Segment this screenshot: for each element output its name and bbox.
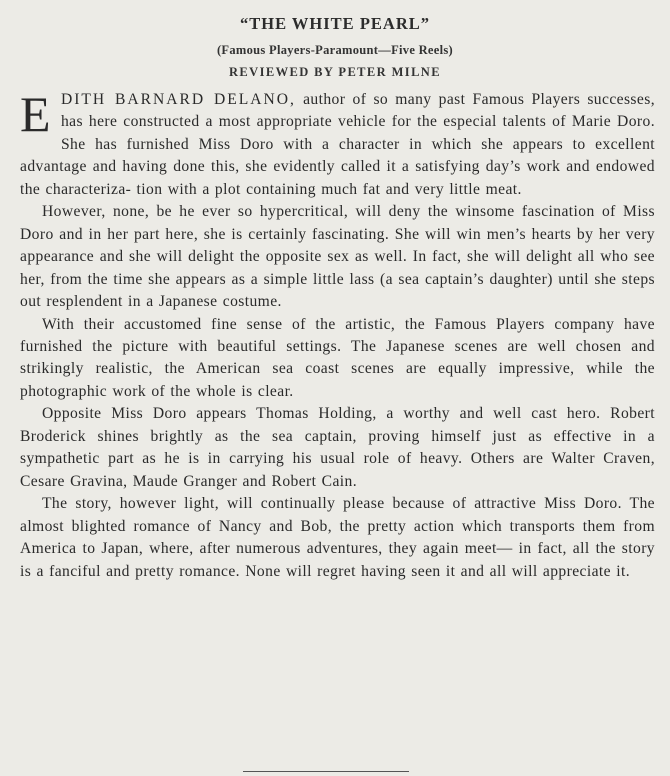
paragraph-5: The story, however light, will continually please because of attractive Miss Doro. The almost blighted romance of Nancy and Bob, the pretty action which transports them from America to Japan, where, after numerous adventures, they again meet— in fact, all the story is a fanciful and pretty romance. None will regret having seen it and all will appreciate it. (20, 495, 655, 580)
review-subtitle: (Famous Players-Paramount—Five Reels) (216, 43, 454, 57)
paragraph-1 (20, 86, 655, 201)
paragraph-4: Opposite Miss Doro appears Thomas Holding, a worthy and well cast hero. Robert Broderick shines brightly as the sea captain, proving himself just as effective in a sympathetic part as he is in carrying his usual role of heavy. Others are Walter Craven, Cesare Gravina, Maude Granger and Robert Cain. (20, 405, 655, 490)
review-byline: REVIEWED BY PETER MILNE (229, 65, 441, 79)
paragraph-2: However, none, be he ever so hypercritical, will deny the winsome fascination of Miss Doro and in her part here, she is certainly fascinating. She will win men’s hearts by her very appearance and she will delight the opposite sex as well. In fact, she will delight all who see her, from the time she appears as a simple little lass (a sea captain’s daughter) until she steps out resplendent in a Japanese costume. (20, 203, 655, 311)
lead-words: DITH BARNARD DELANO, (60, 91, 296, 108)
drop-cap: E (20, 86, 51, 142)
review-title: “THE WHITE PEARL” (240, 14, 430, 33)
bottom-divider (243, 771, 409, 772)
paragraph-1-text: author of so many past Famous Players successes, has here constructed a most appropriate vehicle for the especial talents of Marie Doro. She has furnished Miss Doro with a character in which she appears to excellent advantage and having done this, she evidently called it a satisfying day’s work and endowed the characteriza- tion with a plot containing much fat and very little meat. (20, 91, 655, 198)
review-body (20, 86, 655, 583)
paragraph-3: With their accustomed fine sense of the artistic, the Famous Players company have furnished the picture with beautiful settings. The Japanese scenes are well chosen and strikingly realistic, the American sea coast scenes are equally impressive, while the photographic work of the whole is clear. (20, 315, 655, 400)
